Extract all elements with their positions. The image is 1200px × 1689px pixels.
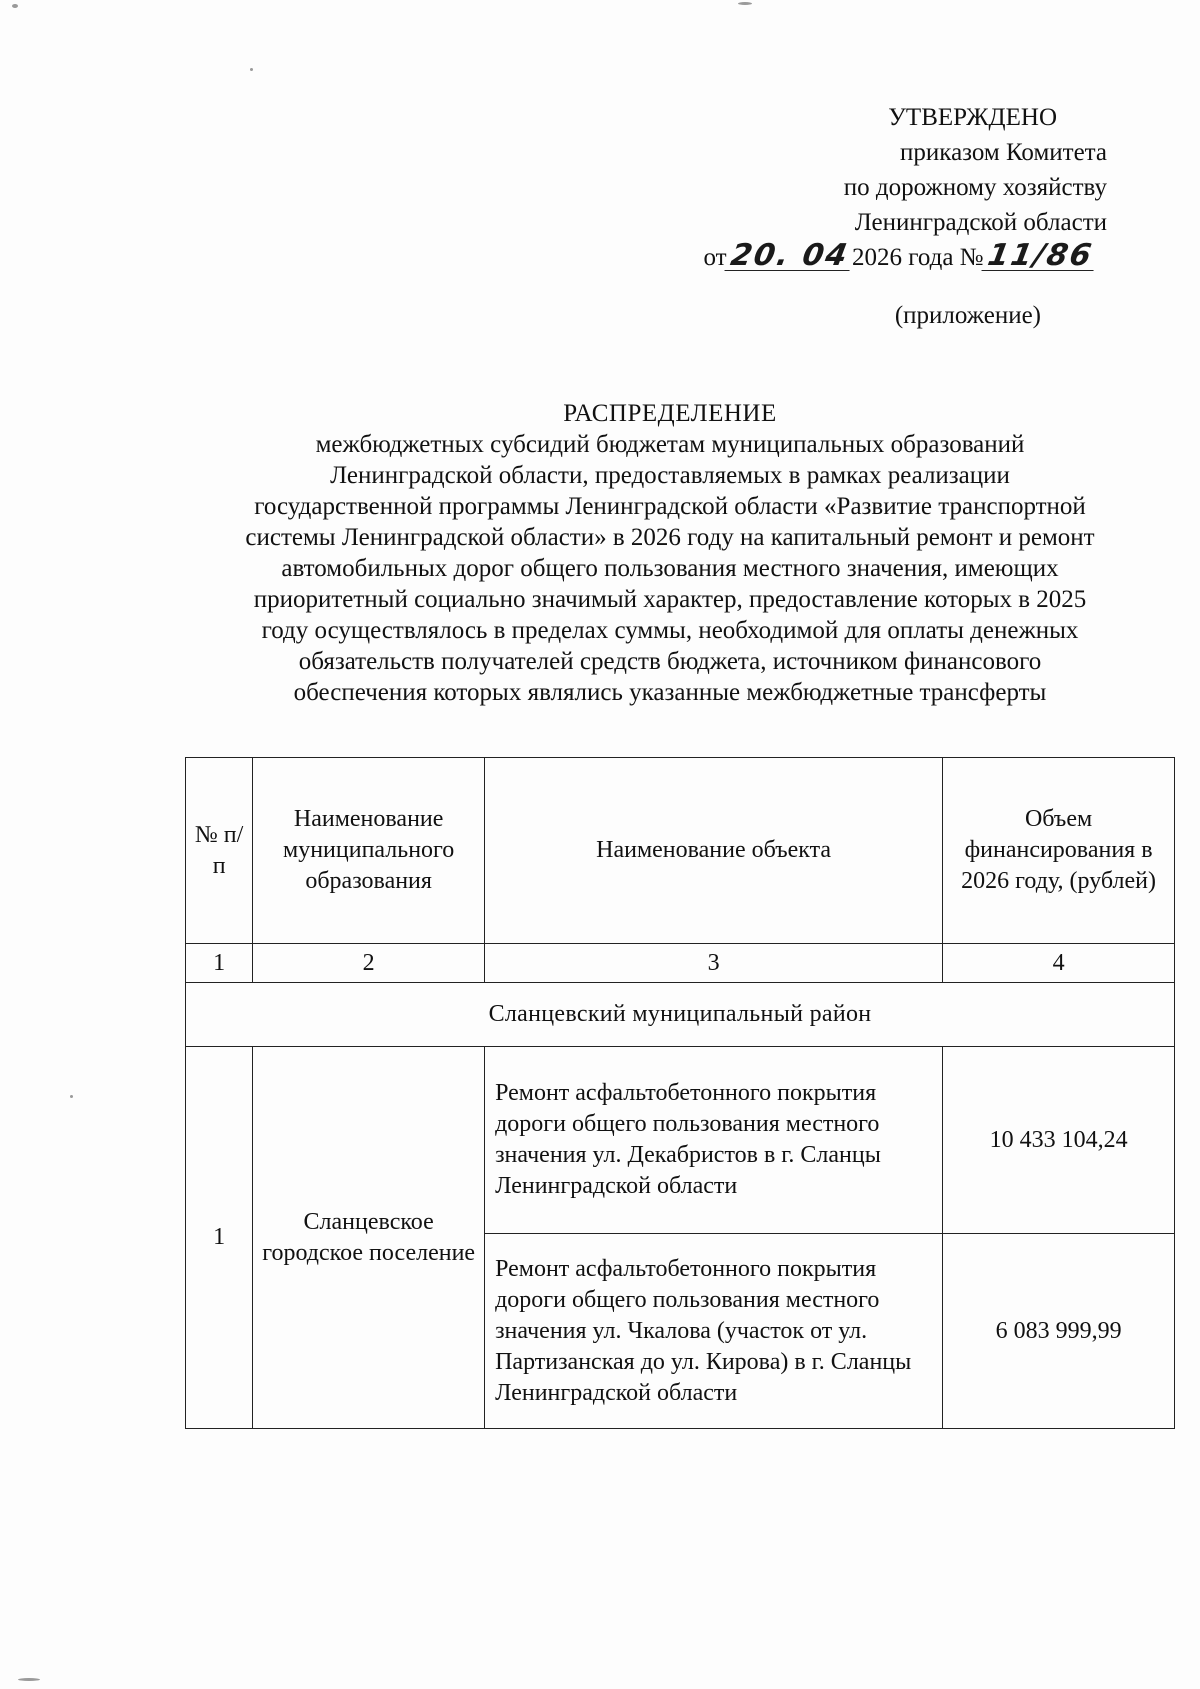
column-number: 1 (186, 944, 253, 983)
column-number: 3 (485, 944, 943, 983)
column-number-row (186, 944, 1175, 983)
column-number: 4 (943, 944, 1175, 983)
approval-committee: по дорожному хозяйству (843, 174, 1107, 201)
scan-speck (250, 68, 253, 71)
scan-speck (738, 2, 752, 5)
approval-block (500, 100, 1200, 333)
distribution-table (185, 757, 1175, 1429)
approval-date-line (500, 240, 1200, 275)
approval-status: УТВЕРЖДЕНО (888, 104, 1057, 131)
approval-order: приказом Комитета (900, 139, 1107, 166)
scan-speck (12, 4, 18, 8)
municipality-name: Сланцевское городское поселение (253, 1047, 485, 1429)
scan-speck (70, 1095, 73, 1098)
header-object: Наименование объекта (485, 758, 943, 944)
header-num: № п/п (186, 758, 253, 944)
section-row (186, 983, 1175, 1047)
table-row (186, 1047, 1175, 1234)
header-volume: Объем финансирования в 2026 году, (рублей) (943, 758, 1175, 944)
section-title: Сланцевский муниципальный район (186, 983, 1175, 1047)
funding-volume: 6 083 999,99 (943, 1234, 1175, 1429)
row-number: 1 (186, 1047, 253, 1429)
header-municipality: Наименование муниципального образования (253, 758, 485, 944)
handwritten-date: 20. 04 (724, 242, 854, 271)
title-line: Ленинградской области, предоставляемых в рамках реализации (330, 462, 1010, 489)
title-line: обеспечения которых являлись указанные межбюджетные трансферты (293, 679, 1047, 706)
table-header-row (186, 758, 1175, 944)
object-name: Ремонт асфальтобетонного покрытия дороги общего пользования местного значения ул. Чкалова (участок от ул. Партизанская до ул. Кирова) в г. Сланцы Ленинградской области (485, 1234, 943, 1429)
appendix-label: (приложение) (894, 302, 1041, 329)
title-line: системы Ленинградской области» в 2026 году на капитальный ремонт и ремонт (245, 524, 1095, 551)
title-line: государственной программы Ленинградской области «Развитие транспортной (254, 493, 1086, 520)
title-line: приоритетный социально значимый характер, предоставление которых в 2025 (253, 586, 1087, 613)
year-text: 2026 года № (851, 244, 984, 271)
title-line: автомобильных дорог общего пользования местного значения, имеющих (281, 555, 1059, 582)
scan-speck (18, 1678, 40, 1681)
title-line: межбюджетных субсидий бюджетам муниципальных образований (315, 431, 1025, 458)
date-prefix: от (703, 244, 727, 271)
title-heading: РАСПРЕДЕЛЕНИЕ (563, 400, 777, 427)
column-number: 2 (253, 944, 485, 983)
funding-volume: 10 433 104,24 (943, 1047, 1175, 1234)
object-name: Ремонт асфальтобетонного покрытия дороги общего пользования местного значения ул. Декабристов в г. Сланцы Ленинградской области (485, 1047, 943, 1234)
title-line: году осуществлялось в пределах суммы, необходимой для оплаты денежных (261, 617, 1079, 644)
handwritten-order-number: 11/86 (981, 242, 1099, 271)
approval-region: Ленинградской области (854, 209, 1107, 236)
document-title (180, 398, 1160, 708)
title-line: обязательств получателей средств бюджета, источником финансового (298, 648, 1042, 675)
